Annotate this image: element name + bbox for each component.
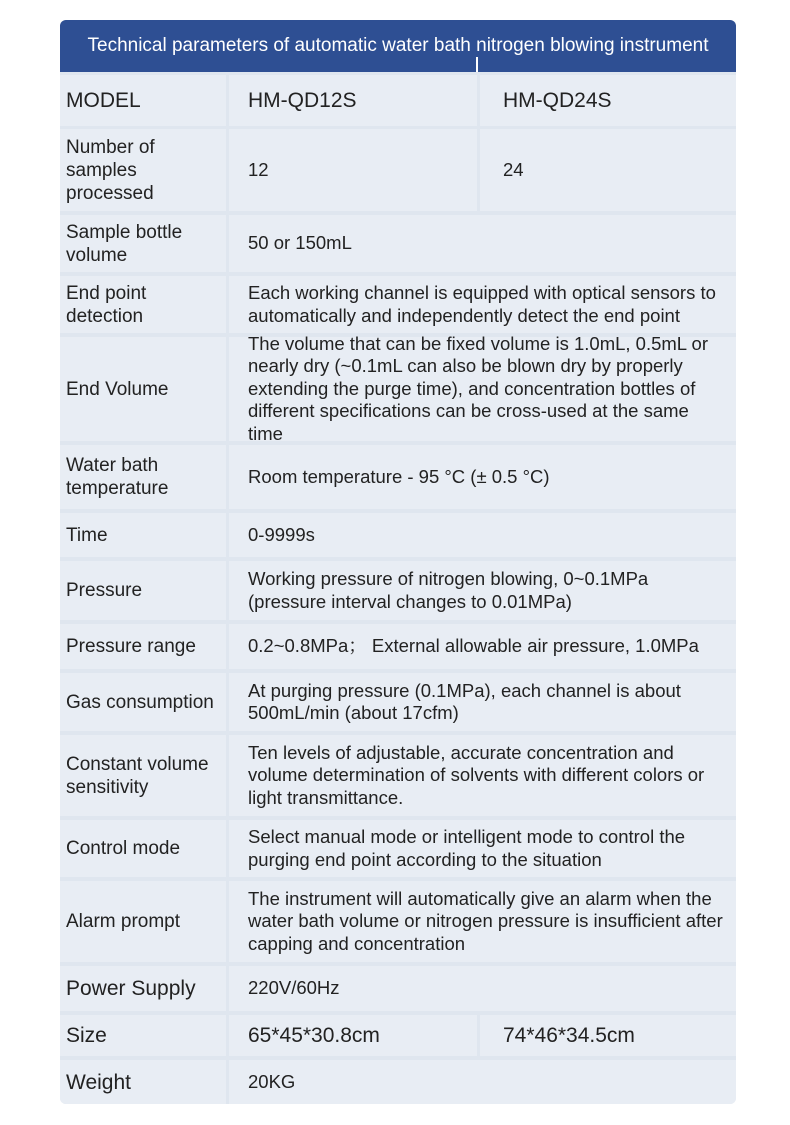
row-label: End point detection: [60, 276, 226, 333]
row-value-model-1: 12: [229, 129, 477, 211]
row-value: 220V/60Hz: [229, 966, 736, 1011]
row-value: Select manual mode or intelligent mode to control the purging end point according to the situation: [229, 820, 736, 877]
table-title: Technical parameters of automatic water bath nitrogen blowing instrument: [60, 20, 736, 72]
table-row: [60, 513, 736, 557]
row-value-model-2: 74*46*34.5cm: [480, 1015, 736, 1056]
row-label: Number of samples processed: [60, 129, 226, 211]
row-value: Room temperature - 95 °C (± 0.5 °C): [229, 445, 736, 509]
row-value-model-1: 65*45*30.8cm: [229, 1015, 477, 1056]
row-value: Ten levels of adjustable, accurate concentration and volume determination of solvents with different colors or light transmittance.: [229, 735, 736, 816]
row-label: Control mode: [60, 820, 226, 877]
row-label: Time: [60, 513, 226, 557]
table-row: [60, 624, 736, 669]
spec-table-card: [60, 20, 736, 1104]
row-label: End Volume: [60, 337, 226, 441]
table-row: [60, 445, 736, 509]
table-row: [60, 966, 736, 1011]
table-row: [60, 1060, 736, 1104]
table-row: [60, 673, 736, 731]
table-row: [60, 735, 736, 816]
row-label: Pressure: [60, 561, 226, 620]
table-row: [60, 820, 736, 877]
row-value: Each working channel is equipped with optical sensors to automatically and independently detect the end point: [229, 276, 736, 333]
model-2-header: HM-QD24S: [480, 75, 736, 126]
row-label: Pressure range: [60, 624, 226, 669]
row-value-model-2: 24: [480, 129, 736, 211]
model-1-header: HM-QD12S: [229, 75, 477, 126]
model-header-row: [60, 75, 736, 126]
row-value: Working pressure of nitrogen blowing, 0~0.1MPa (pressure interval changes to 0.01MPa): [229, 561, 736, 620]
row-value: The volume that can be fixed volume is 1.0mL, 0.5mL or nearly dry (~0.1mL can also be blown dry by properly extending the purge time), and concentration bottles of different specifications can be cross-used at the same time: [229, 337, 736, 441]
row-label: Sample bottle volume: [60, 215, 226, 272]
row-label: Constant volume sensitivity: [60, 735, 226, 816]
row-label: Weight: [60, 1060, 226, 1104]
row-value: 20KG: [229, 1060, 736, 1104]
table-row: [60, 881, 736, 962]
row-value: At purging pressure (0.1MPa), each channel is about 500mL/min (about 17cfm): [229, 673, 736, 731]
row-value: The instrument will automatically give an alarm when the water bath volume or nitrogen pressure is insufficient after capping and concentration: [229, 881, 736, 962]
row-label: Alarm prompt: [60, 881, 226, 962]
row-label: Size: [60, 1015, 226, 1056]
title-divider-tick: [476, 57, 478, 72]
table-row: [60, 332, 736, 444]
table-row: [60, 1015, 736, 1056]
row-value: 50 or 150mL: [229, 215, 736, 272]
table-row: [60, 561, 736, 620]
row-value: 0-9999s: [229, 513, 736, 557]
table-row: [60, 276, 736, 333]
table-row: [60, 215, 736, 272]
row-value: 0.2~0.8MPa； External allowable air pressure, 1.0MPa: [229, 624, 736, 669]
row-label: Water bath temperature: [60, 445, 226, 509]
row-label: Power Supply: [60, 966, 226, 1011]
table-row: [60, 129, 736, 211]
model-header-label: MODEL: [60, 75, 226, 126]
row-label: Gas consumption: [60, 673, 226, 731]
